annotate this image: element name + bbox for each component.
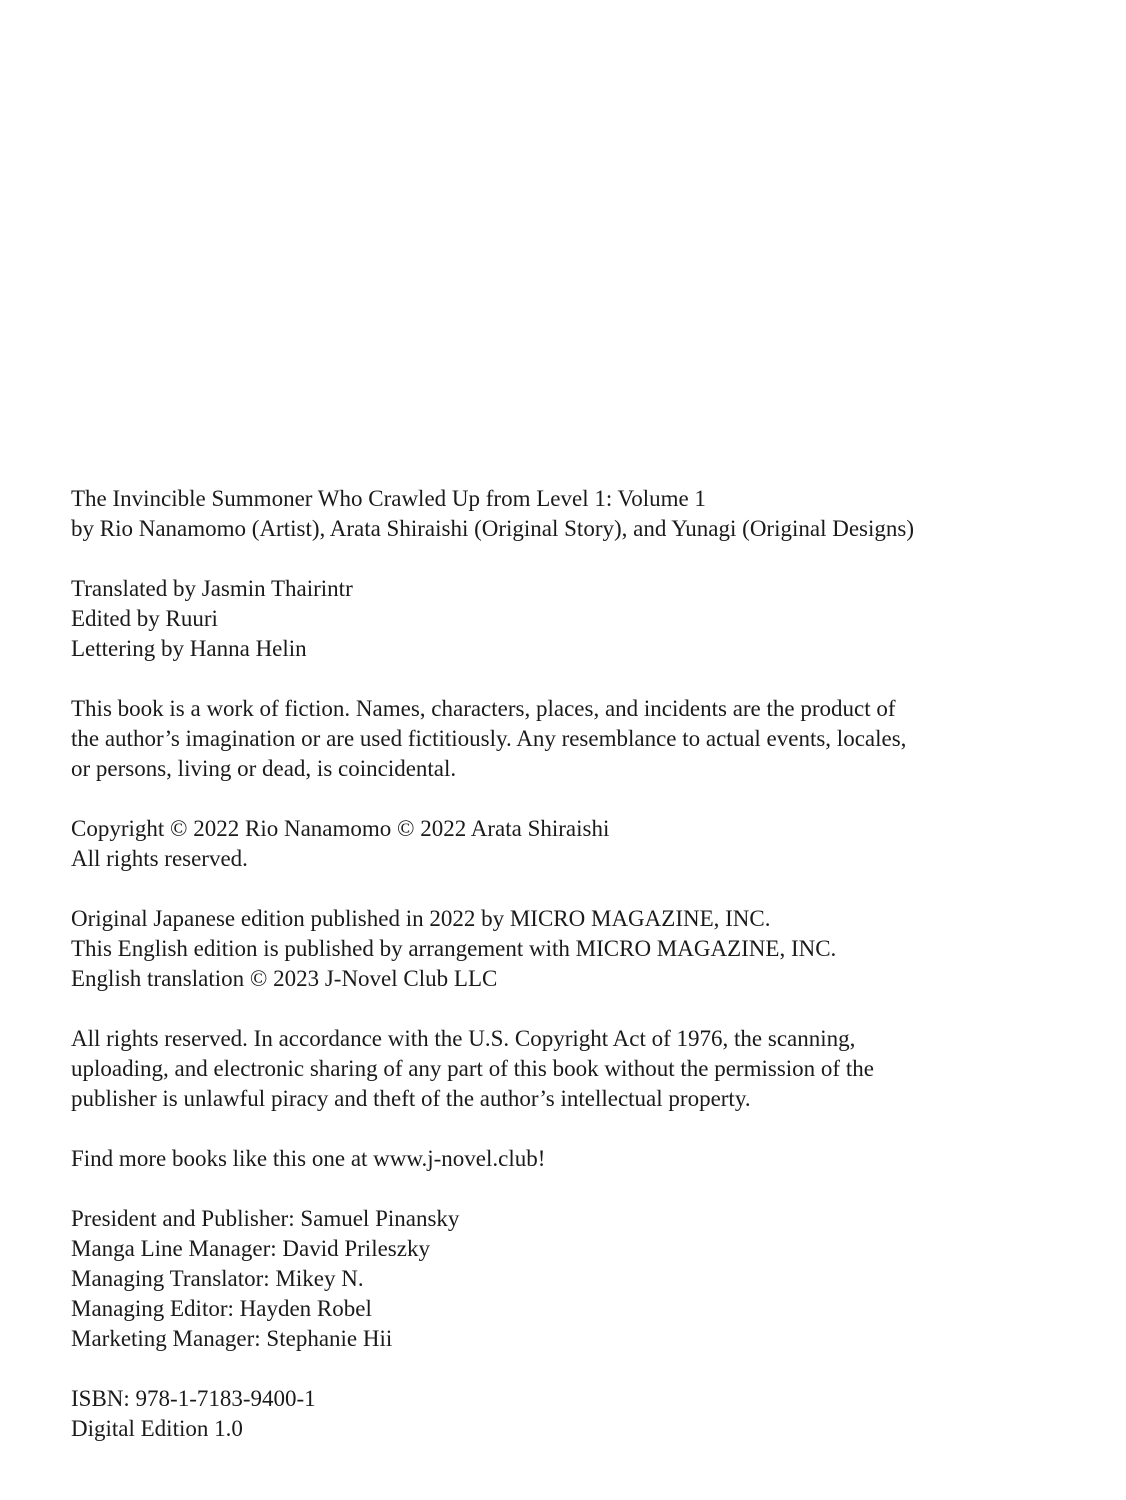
- piracy-notice-line: All rights reserved. In accordance with the U.S. Copyright Act of 1976, the scanning,: [71, 1026, 856, 1051]
- copyright-block: [71, 814, 1071, 874]
- promo-text: Find more books like this one at www.j-novel.club!: [71, 1146, 546, 1171]
- title-block: [71, 484, 1071, 544]
- rights-reserved: All rights reserved.: [71, 846, 248, 871]
- managing-translator-credit: Managing Translator: Mikey N.: [71, 1266, 364, 1291]
- marketing-manager-credit: Marketing Manager: Stephanie Hii: [71, 1326, 393, 1351]
- arrangement-notice: This English edition is published by arrangement with MICRO MAGAZINE, INC.: [71, 936, 837, 961]
- letterer-credit: Lettering by Hanna Helin: [71, 636, 307, 661]
- management-block: [71, 1204, 1071, 1354]
- digital-edition: Digital Edition 1.0: [71, 1416, 243, 1441]
- piracy-notice: [71, 1024, 1071, 1114]
- fiction-notice-line: This book is a work of fiction. Names, characters, places, and incidents are the product of: [71, 696, 896, 721]
- fiction-notice-line: the author’s imagination or are used fictitiously. Any resemblance to actual events, locales,: [71, 726, 907, 751]
- original-edition: Original Japanese edition published in 2022 by MICRO MAGAZINE, INC.: [71, 906, 771, 931]
- piracy-notice-line: uploading, and electronic sharing of any part of this book without the permission of the: [71, 1056, 874, 1081]
- fiction-notice: [71, 694, 1071, 784]
- isbn: ISBN: 978-1-7183-9400-1: [71, 1386, 316, 1411]
- copyright-page: [71, 484, 1071, 1444]
- translator-credit: Translated by Jasmin Thairintr: [71, 576, 353, 601]
- translation-copyright: English translation © 2023 J-Novel Club LLC: [71, 966, 498, 991]
- staff-block: [71, 574, 1071, 664]
- promo-block: [71, 1144, 1071, 1174]
- piracy-notice-line: publisher is unlawful piracy and theft of the author’s intellectual property.: [71, 1086, 751, 1111]
- president-credit: President and Publisher: Samuel Pinansky: [71, 1206, 460, 1231]
- edition-info-block: [71, 1384, 1071, 1444]
- copyright-line: Copyright © 2022 Rio Nanamomo © 2022 Arata Shiraishi: [71, 816, 610, 841]
- manga-line-manager-credit: Manga Line Manager: David Prileszky: [71, 1236, 430, 1261]
- book-title: The Invincible Summoner Who Crawled Up from Level 1: Volume 1: [71, 486, 706, 511]
- managing-editor-credit: Managing Editor: Hayden Robel: [71, 1296, 372, 1321]
- author-byline: by Rio Nanamomo (Artist), Arata Shiraishi (Original Story), and Yunagi (Original Designs): [71, 516, 914, 541]
- edition-block: [71, 904, 1071, 994]
- fiction-notice-line: or persons, living or dead, is coincidental.: [71, 756, 457, 781]
- editor-credit: Edited by Ruuri: [71, 606, 218, 631]
